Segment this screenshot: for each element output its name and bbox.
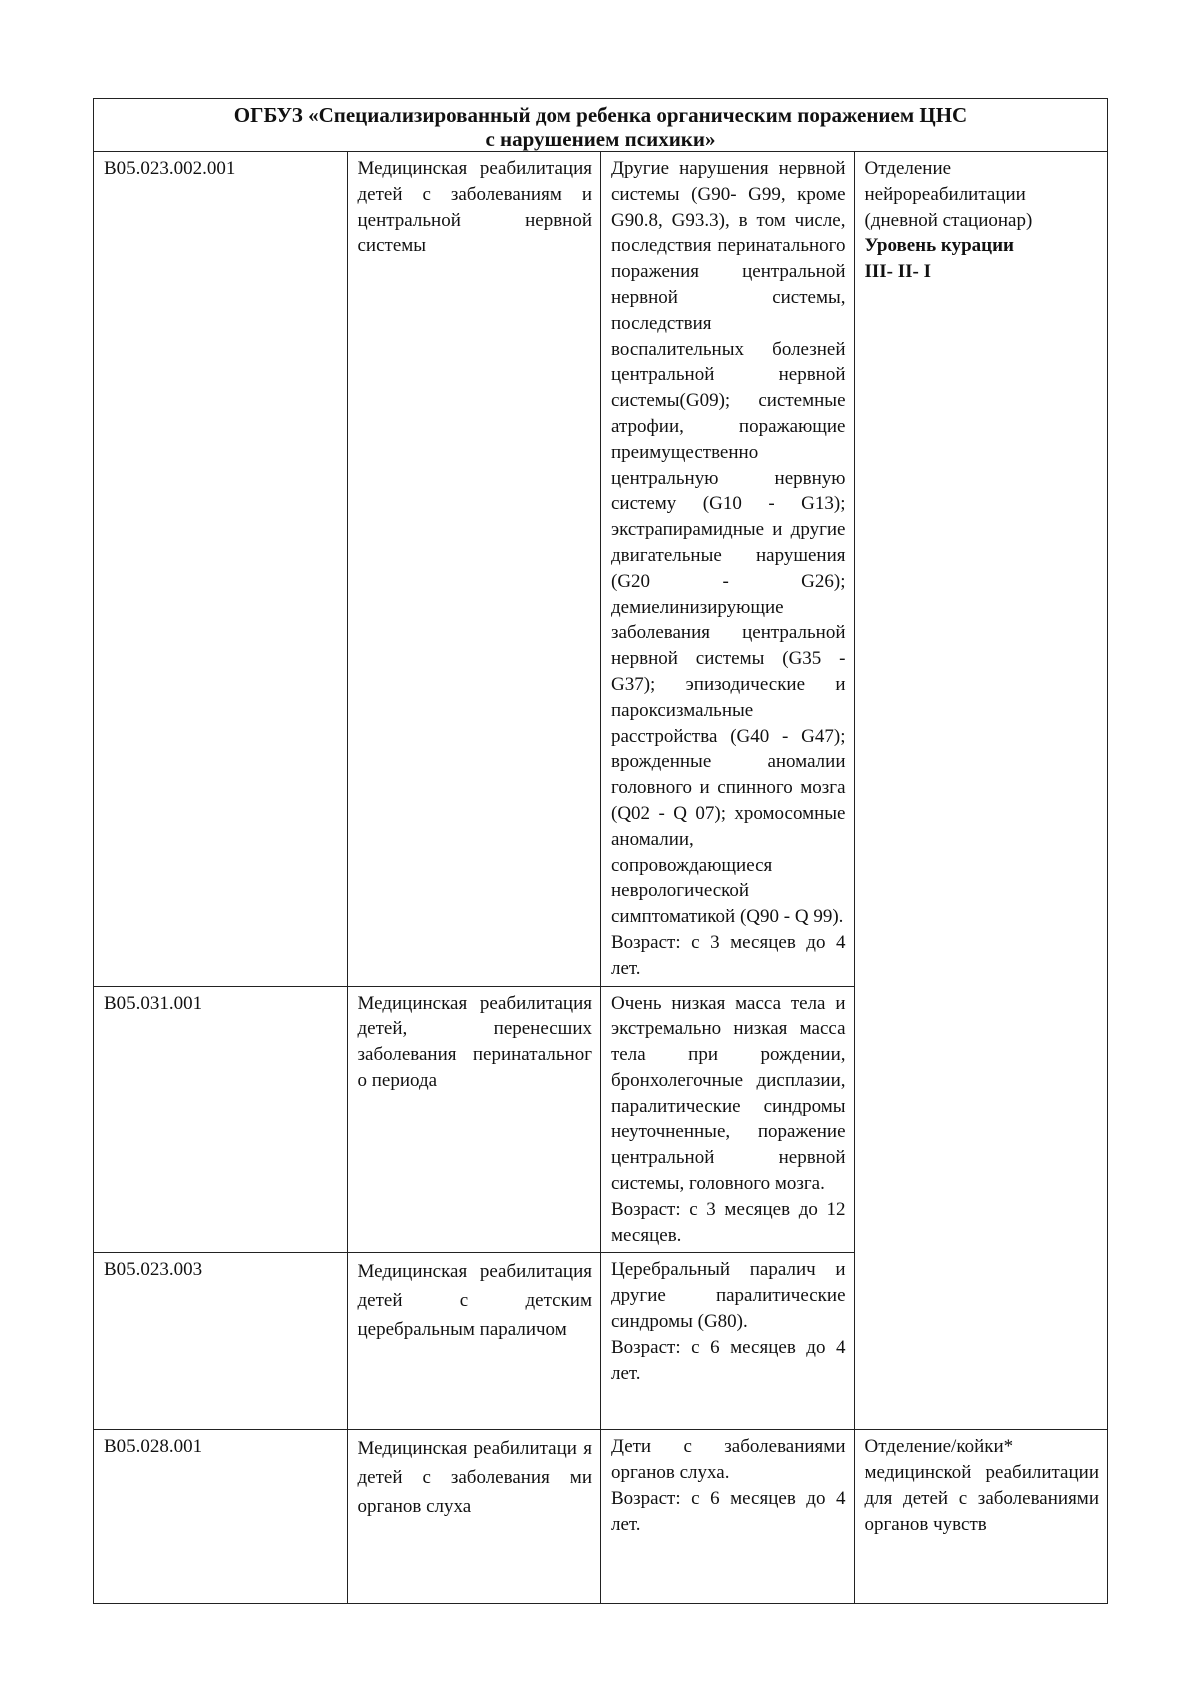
department-line: нейрореабилитации (864, 183, 1026, 205)
description-text: Церебральный паралич и другие паралитические синдромы (G80). (611, 1259, 846, 1333)
service-name: Медицинская реабилитация детей с детским церебральным параличом (347, 1253, 601, 1430)
service-name: Медицинская реабилитация детей, перенесших заболевания перинатальног о периода (347, 986, 601, 1253)
service-name: Медицинская реабилитаци я детей с заболевания ми органов слуха (347, 1430, 601, 1604)
description-text: Очень низкая масса тела и экстремально низкая масса тела при рождении, бронхолегочные дисплазии, паралитические синдромы неуточненные, поражение центральной нервной системы, головного мозга. (611, 992, 846, 1195)
department-line: (дневной стационар) (864, 209, 1033, 231)
age-text: Возраст: с 6 месяцев до 4 лет. (611, 1336, 846, 1384)
table-row (94, 1430, 1108, 1604)
department-line: Отделение (864, 158, 952, 179)
department-cell (854, 152, 1108, 1430)
description-text: Дети с заболеваниями органов слуха. (611, 1436, 846, 1484)
description-text: Другие нарушения нервной системы (G90- G99, кроме G90.8, G93.3), в том числе, последствия перинатального поражения центральной нервной системы, последствия воспалительных болезней центральной нервной системы(G09); системные атрофии, поражающие преимущественно центральную нервную систему (G10 - G13); экстрапирамидные и другие двигательные нарушения (G20 - G26); демиелинизирующие заболевания центральной нервной системы (G35 - G37); эпизодические и пароксизмальные расстройства (G40 - G47); врожденные аномалии головного и спинного мозга (Q02 - Q 07); хромосомные аномалии, сопровождающиеся неврологической симптоматикой (Q90 - Q 99). (611, 158, 846, 928)
service-description (601, 152, 855, 987)
service-code: В05.023.002.001 (94, 152, 348, 987)
age-text: Возраст: с 6 месяцев до 4 лет. (611, 1488, 846, 1535)
institution-title-line1: ОГБУЗ «Специализированный дом ребенка органическим поражением ЦНС (233, 103, 968, 127)
service-description (601, 986, 855, 1253)
service-code: В05.031.001 (94, 986, 348, 1253)
service-code: В05.023.003 (94, 1253, 348, 1430)
service-description (601, 1430, 855, 1604)
service-name: Медицинская реабилитация детей с заболеваниям и центральной нервной системы (347, 152, 601, 987)
service-code: В05.028.001 (94, 1430, 348, 1604)
age-text: Возраст: с 3 месяцев до 4 лет. (611, 931, 846, 979)
curation-level-label: Уровень курации (864, 235, 1015, 257)
table-row (94, 152, 1108, 987)
age-text: Возраст: с 3 месяцев до 12 месяцев. (611, 1198, 846, 1246)
institution-title-line2: с нарушением психики» (485, 127, 716, 151)
curation-level-value: III- II- I (864, 261, 932, 283)
service-description (601, 1253, 855, 1430)
institution-title (94, 99, 1108, 152)
department-cell: Отделение/койки* медицинской реабилитации для детей с заболеваниями органов чувств (854, 1430, 1108, 1604)
document-table (93, 98, 1108, 1604)
table-header-row (94, 99, 1108, 152)
